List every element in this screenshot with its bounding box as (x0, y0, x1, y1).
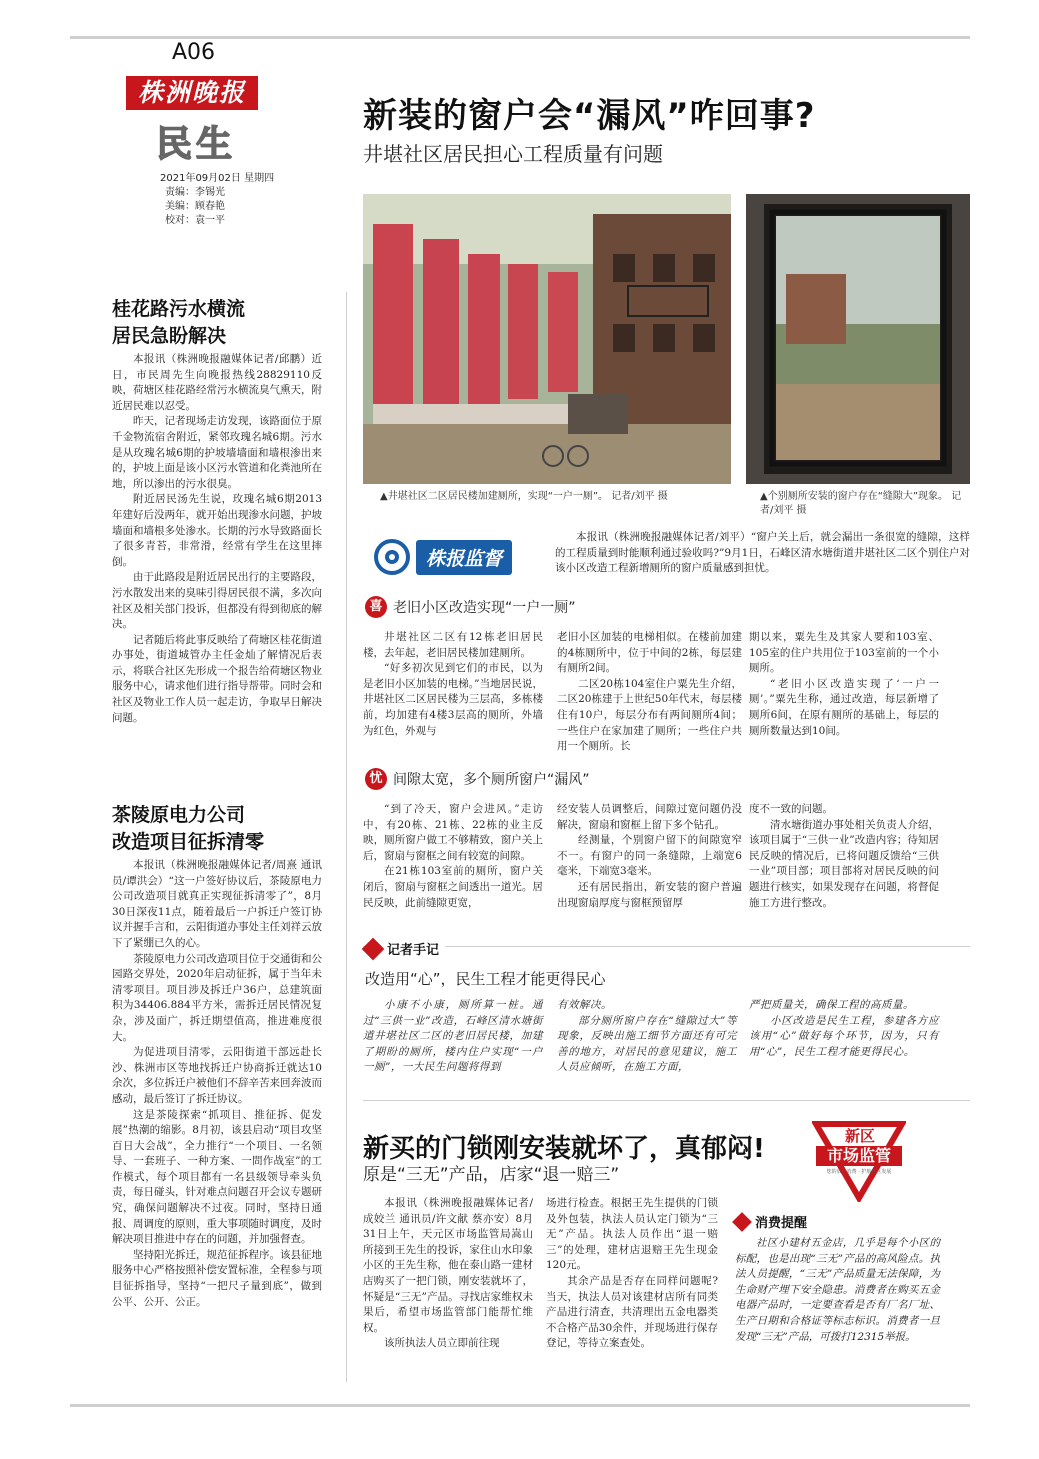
watchdog-logo (372, 538, 532, 576)
page-number: A06 (172, 40, 216, 65)
left-article-2-body: 本报讯（株洲晚报融媒体记者/周熹 通讯员/谭洪会）“这一户签好协议后，茶陵原电力公司改造项目就真正实现征拆清零了”，8月30日深夜11点，随着最后一户拆迁户签订协议并握手言和，云阳街道办事处主任刘祥云放下了紧绷已久的心。 茶陵原电力公司改造项目位于交通街和公园路交界处，2020年启动征拆，属于当年未清零项目。项目涉及拆迁户36户，总建筑面积为34406.884平方米，需拆迁居民情况复杂，涉及面广，拆迁期望值高，推进难度很大。 为促进项目清零，云阳街道干部远赴长沙、株洲市区等地找拆迁户协商拆迁就达10余次，多位拆迁户被他们不辞辛苦来回奔波而感动，最后签订了拆迁协议。 这是茶陵探索“抓项目、推征拆、促发展”热潮的缩影。8月初，该县启动“项目攻坚百日大会战”，全力推行“一个项目、一名领导、一套班子、一种方案、一問作战室”的工作模式，每个项目都有一名县级领导牵头负责，每日碰头，针对难点问题召开会议专题研究，确保问题解决不过夜。同时，坚持日通报、周调度的原则，重大事项随时调度，及时解决项目推进中存在的问题，并加强督查。 坚持阳光拆迁，规范征拆程序。该县征地服务中心严格按照补偿安置标准，全程参与项目征拆指导，坚持“一把尺子量到底”，做到公平、公开、公正。 (112, 859, 322, 1308)
tip-text: 社区小建材五金店，几乎是每个小区的标配，也是出现“三无”产品的高风险点。执法人员提醒，“三无”产品质量无法保障，为生命财产埋下安全隐患。消费者在购买五金电器产品时，一定要查看是否有厂名厂址、生产日期和合格证等标志标识。消费者一旦发现“三无”产品，可拨打12315举报。 (735, 1237, 940, 1343)
badge-line-2: 市场监管 (816, 1146, 902, 1166)
pen-icon (732, 1212, 752, 1232)
pen-icon (362, 937, 385, 960)
sub2-col-3: 度不一致的问题。 清水塘街道办事处相关负责人介绍，该项目属于“三供一业”改造内容；待知居民反映的情况后，已将问题反馈给“三供一业”项目部；项目部将对居民反映的问题进行核实，如果发现存在问题，将督促施工方进行整改。 (749, 803, 939, 909)
badge-line-1: 新区 (844, 1127, 875, 1145)
bottom-top-rule (363, 1100, 970, 1101)
photo-building-illustration (363, 194, 731, 484)
sub1-col-2: 老旧小区加装的电梯相似。在楼前加建的4栋厕所中，位于中间的2栋，每层建有厕所2间。 二区20栋104室住户粟先生介绍，二区20栋建于上世纪50年代末，每层楼住有10户，每层分布有两间厕所4间；一些住户在家加建了厕所；一些住户共用一个厕所。长 (557, 631, 742, 753)
top-rule (70, 36, 970, 39)
sub2-col-2: 经安装人员调整后，间隙过宽问题仍没解决，窗扇和窗框上留下多个钻孔。 经测量，个别窗户留下的间隙宽窄不一。有窗户的同一条缝隙，上端宽6毫米，下端宽3毫米。 还有居民指出，新安装的窗户普遍出现窗扇厚度与窗框预留厚 (557, 803, 742, 909)
sub2-heading (365, 768, 590, 790)
photo-building-toilets (363, 194, 731, 484)
notebook-col-1: 小康不小康，厕所算一桩。通过“三供一业”改造，石峰区清水塘街道井堪社区二区的老旧居民楼，加建了期盼的厕所，楼内住户实现“一户一厕”，一大民生问题将得到 (363, 999, 543, 1074)
sub2-title: 间隙太宽，多个厕所窗户“漏风” (393, 772, 590, 788)
sub1-title: 老旧小区改造实现“一户一厕” (393, 600, 576, 616)
notebook-col-3: 严把质量关，确保工程的高质量。 小区改造是民生工程，参建各方应该用“心”做好每个环节，因为，只有用“心”，民生工程才能更得民心。 (749, 999, 939, 1058)
bottom-col-1: 本报讯（株洲晚报融媒体记者/成姣兰 通讯员/许文献 蔡亦安）8月31日上午，天元区市场监管局嵩山所接到王先生的投诉，家住山水印象小区的王先生称，他在泰山路一建材店购买了一把门锁，刚安装就坏了，怀疑是“三无”产品。寻找店家维权未果后，希望市场监管部门能帮忙维权。 该所执法人员立即前往现 (363, 1197, 533, 1350)
main-lead: 本报讯（株洲晚报融媒体记者/刘平）“窗户关上后，就会漏出一条很宽的缝隙，这样的工程质量到时能顺利通过验收吗?”9月1日，石峰区清水塘街道井堪社区二区个别住户对该小区改造工程新增厕所的窗户质量感到担忧。 (555, 531, 970, 575)
bottom-subhead: 原是“三无”产品，店家“退一赔三” (363, 1165, 620, 1185)
watchdog-logo-text: 株报监督 (416, 540, 512, 575)
market-supervision-badge (812, 1118, 906, 1202)
photo-window-gap (746, 194, 970, 484)
eye-icon (372, 538, 412, 576)
section-title: 民生 (156, 123, 237, 165)
left-article-2-title: 茶陵原电力公司 改造项目征拆清零 (112, 804, 265, 853)
designer: 美编：顾春艳 (165, 201, 225, 212)
sub1-tag: 喜 (365, 596, 387, 618)
notebook-rule (363, 946, 970, 947)
caption-right-photo: ▲个别厕所安装的窗户存在“缝隙大”现象。 记者/刘平 摄 (760, 491, 962, 516)
bottom-rule (70, 1404, 970, 1407)
bottom-headline: 新买的门锁刚安装就坏了，真郁闷! (363, 1134, 765, 1164)
notebook-label: 记者手记 (365, 939, 445, 958)
editor: 责编：李锡光 (165, 187, 225, 198)
main-headline: 新装的窗户会“漏风”咋回事? (363, 96, 816, 136)
badge-slogan: 您的放心消费 · 护航新区发展 (826, 1169, 892, 1175)
bottom-col-2: 场进行检查。根据王先生提供的门锁及外包装，执法人员认定门锁为“三无”产品。执法人员作出“退一赔三”的处理，建材店退赔王先生现金120元。 其余产品是否存在同样问题呢?当天，执法人员对该建材店所有同类产品进行清查，共清理出五金电器类不合格产品30余件，并现场进行保存登记，等待立案查处。 (546, 1197, 718, 1350)
notebook-title: 改造用“心”，民生工程才能更得民心 (365, 970, 606, 988)
sub2-col-1: “到了冷天，窗户会进风。”走访中，有20栋、21栋、22栋的业主反映，厕所窗户做工不够精致，窗户关上后，窗扇与窗框之间有较宽的间隙。 在21栋103室前的厕所，窗户关闭后，窗扇与窗框之间透出一道光。居民反映，此前缝隙更宽， (363, 803, 543, 909)
notebook-col-2: 有效解决。 部分厕所窗户存在“缝隙过大”等现象，反映出施工细节方面还有可完善的地方，对居民的意见建议，施工人员应倾听，在施工方面， (557, 999, 737, 1074)
photo-window-illustration (746, 194, 970, 484)
sub1-col-3: 期以来，粟先生及其家人要和103室、105室的住户共用位于103室前的一个小厕所。 “老旧小区改造实现了‘一户一厕’。”粟先生称，通过改造，每层新增了厕所6间，在原有厕所的基础上，每层的厕所数量达到10间。 (749, 631, 939, 737)
left-article-1-body: 本报讯（株洲晚报融媒体记者/邱鹏）近日，市民周先生向晚报热线28829110反映，荷塘区桂花路经常污水横流臭气熏天，附近居民难以忍受。 昨天，记者现场走访发现，该路面位于原千金物流宿舍附近，紧邻玫瑰名城6期。污水是从玫瑰名城6期的护坡墙墙面和墙根渗出来的，护坡上面是该小区污水管道和化粪池所在地，所以渗出的污水很臭。 附近居民汤先生说，玫瑰名城6期2013年建好后没两年，就开始出现渗水问题，护坡墙面和墙根多处渗水。长期的污水导致路面长了很多青苔，非常滑，经常有学生在这里摔倒。 由于此路段是附近居民出行的主要路段，污水散发出来的臭味引得居民很不满，多次向社区及相关部门投诉，但都没有得到彻底的解决。 记者随后将此事反映给了荷塘区桂花街道办事处，街道城管办主任金灿了解情况后表示，将联合社区先形成一个报告给荷塘区物业服务中心，请求他们进行指导帮带。同时会和社区及物业工作人员一起走访，争取早日解决问题。 (112, 353, 322, 724)
column-divider (346, 292, 347, 1382)
caption-left-photo: ▲井堪社区二区居民楼加建厕所，实现“一户一厕”。 记者/刘平 摄 (380, 491, 668, 502)
sub1-col-1: 井堪社区二区有12栋老旧居民楼，去年起，老旧居民楼加建厕所。 “好多初次见到它们的市民，以为是老旧小区加装的电梯。”当地居民说，井堪社区二区居民楼为三层高，多栋楼前，均加建有4楼3层高的厕所，外墙为红色，外观与 (363, 631, 543, 737)
sub1-heading (365, 596, 576, 618)
brand-logo: 株洲晚报 (126, 76, 258, 110)
sub2-tag: 忧 (365, 768, 387, 790)
issue-date: 2021年09月02日 星期四 (160, 173, 275, 184)
left-article-1-title: 桂花路污水横流 居民急盼解决 (112, 298, 246, 347)
tip-label: 消费提醒 (735, 1212, 807, 1231)
proofreader: 校对：袁一平 (165, 215, 225, 226)
main-subhead: 井堪社区居民担心工程质量有问题 (363, 142, 663, 166)
